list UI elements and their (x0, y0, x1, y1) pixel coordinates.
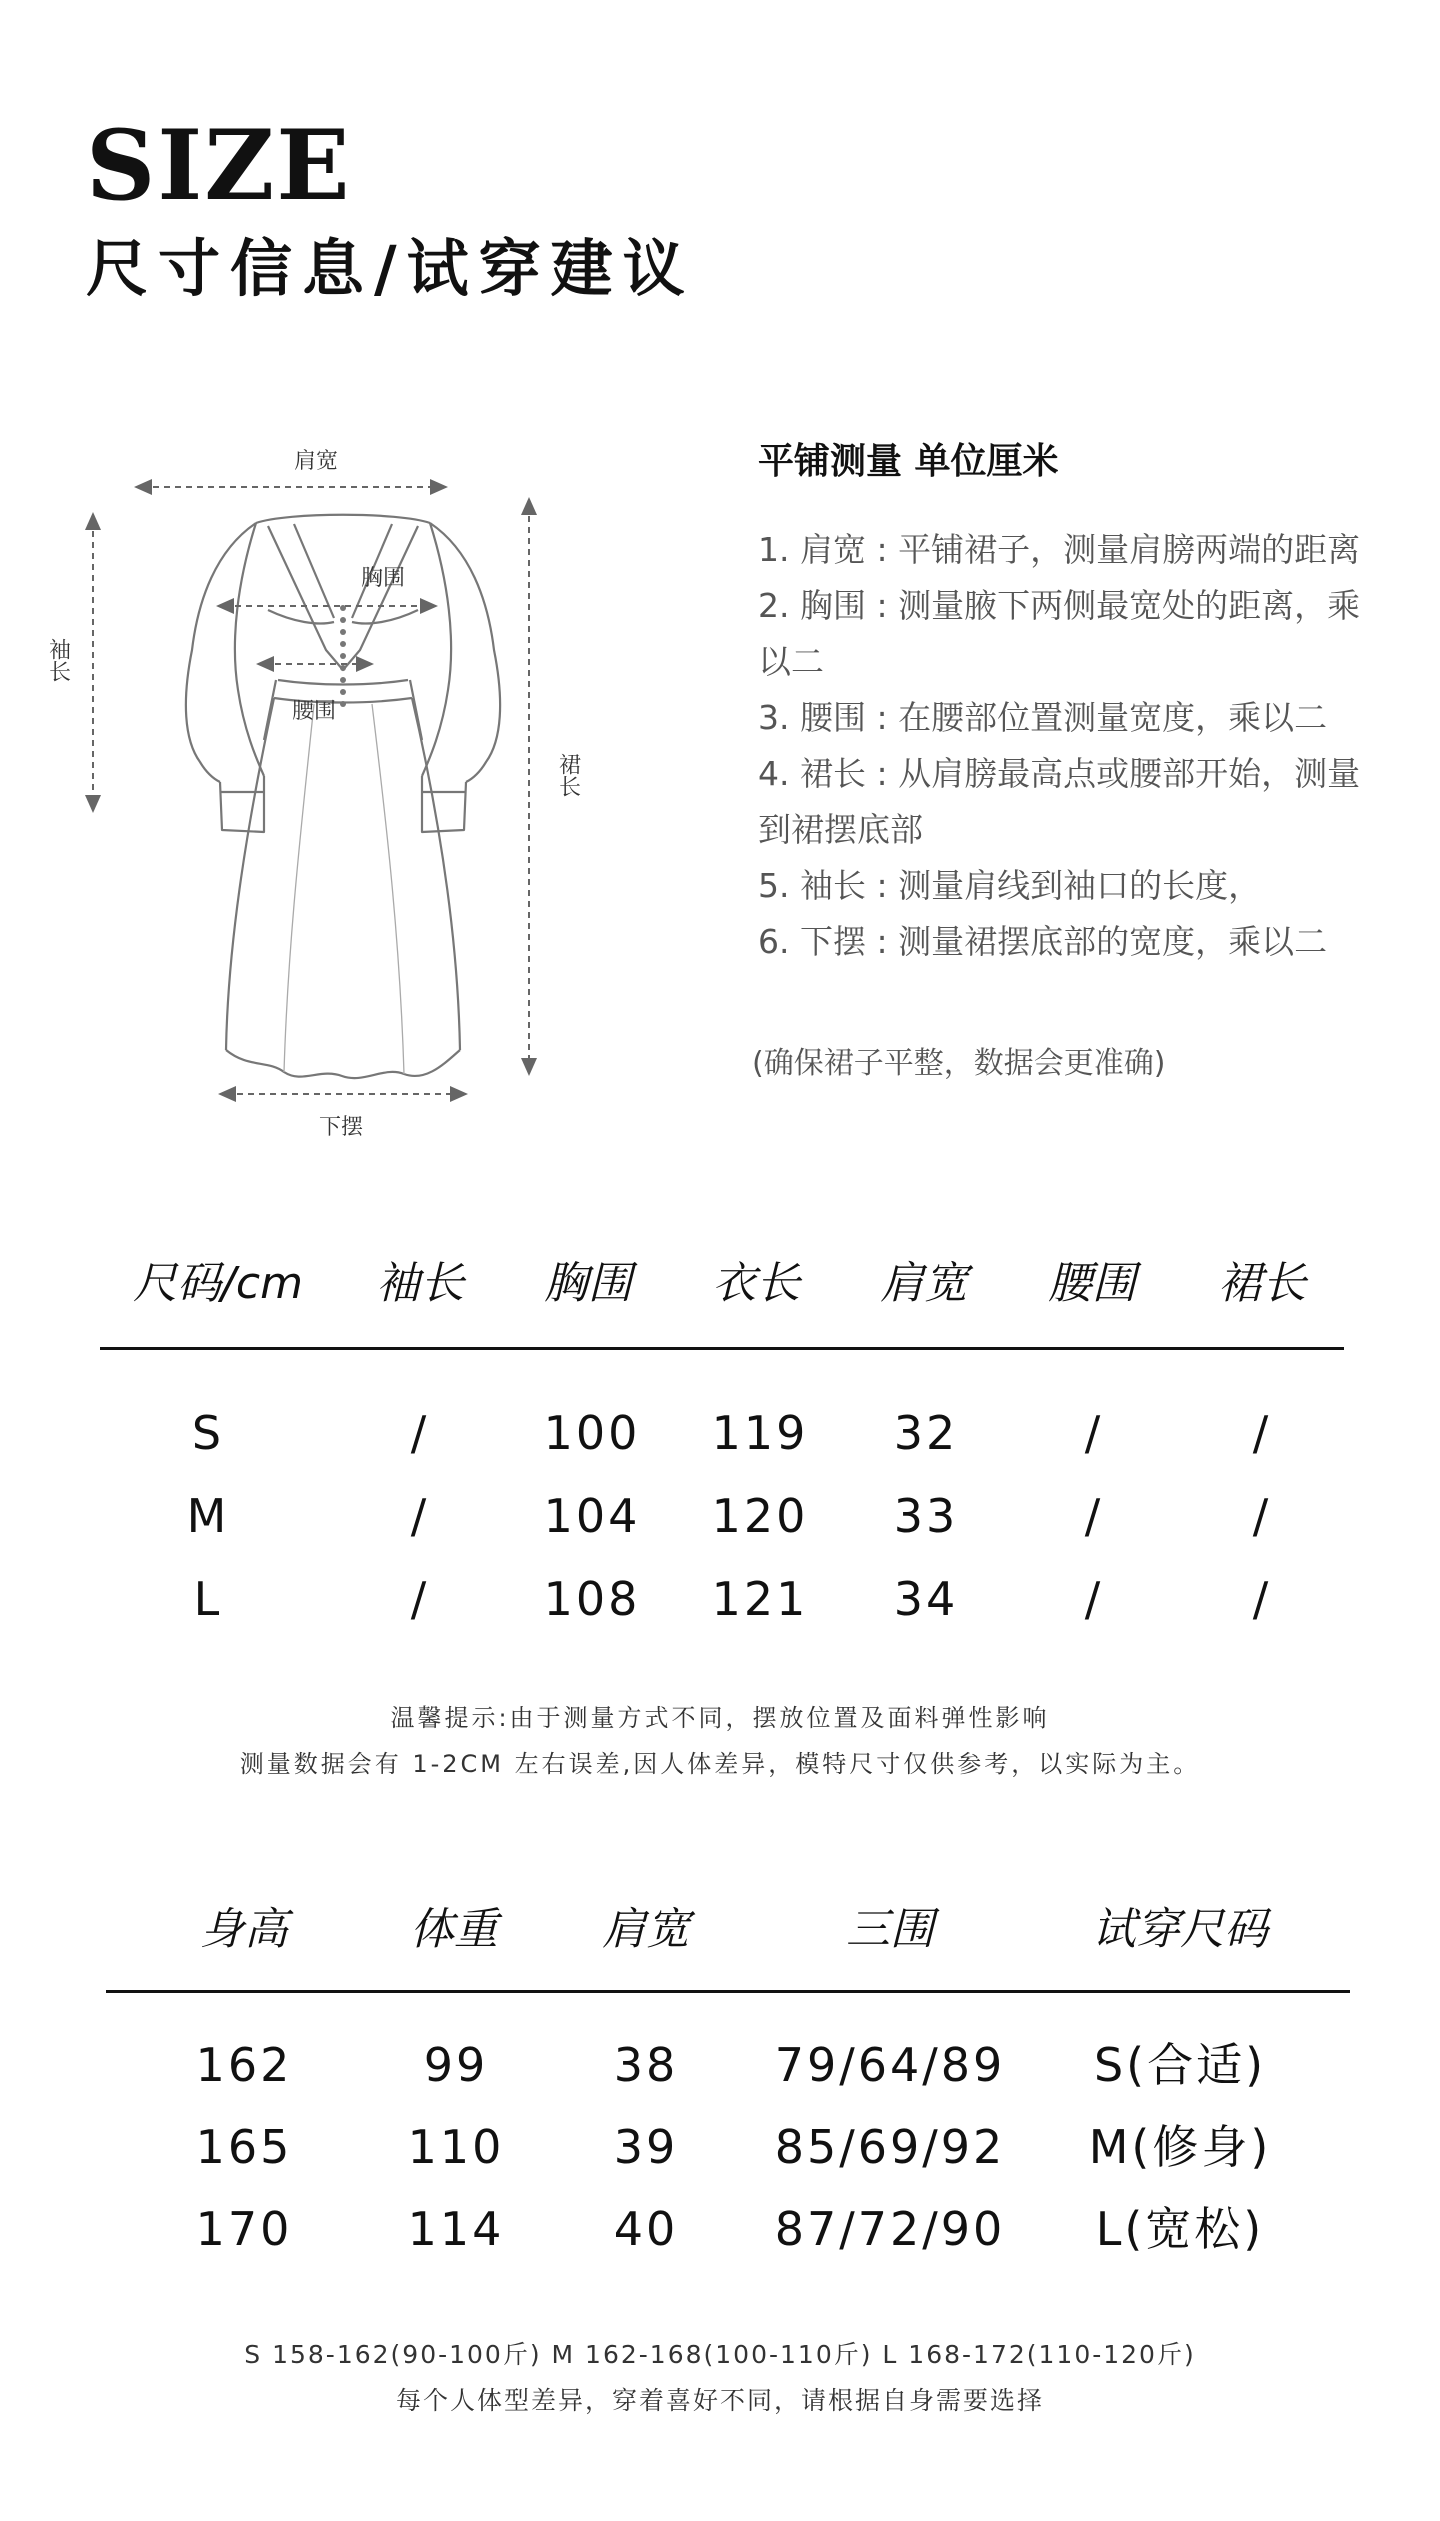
size-header-cell: 胸围 (544, 1258, 632, 1309)
size-cell: 104 (543, 1489, 641, 1543)
label-skirt: 裙长 (555, 753, 581, 797)
fit-cell: 39 (613, 2120, 679, 2174)
size-cell: / (1084, 1406, 1104, 1460)
size-header-cell: 肩宽 (880, 1258, 968, 1309)
fit-cell: 162 (195, 2038, 293, 2092)
fit-header-cell: 三围 (846, 1904, 934, 1955)
measurement-note: (确保裙子平整，数据会更准确) (752, 1046, 1166, 1081)
fit-cell: L(宽松) (1095, 2202, 1265, 2256)
fit-cell: 79/64/89 (774, 2038, 1006, 2092)
tip-line-2: 测量数据会有 1-2CM 左右误差,因人体差异，模特尺寸仅供参考，以实际为主。 (239, 1750, 1201, 1778)
reference-line-1: S 158-162(90-100斤) M 162-168(100-110斤) L 168-172(110-120斤) (244, 2340, 1196, 2369)
label-sleeve: 袖长 (45, 638, 71, 682)
fit-cell: M(修身) (1088, 2120, 1272, 2174)
size-cell: / (410, 1489, 430, 1543)
size-cell: / (1084, 1572, 1104, 1626)
measurement-item: 1. 肩宽 : 平铺裙子，测量肩膀两端的距离 (758, 530, 1361, 569)
fit-cell: 87/72/90 (774, 2202, 1006, 2256)
size-cell: 32 (893, 1406, 959, 1460)
fit-cell: S(合适) (1093, 2038, 1267, 2092)
size-header-cell: 衣长 (712, 1258, 800, 1309)
label-chest: 胸围 (360, 566, 406, 591)
fit-cell: 38 (613, 2038, 679, 2092)
measurement-item: 2. 胸围 : 测量腋下两侧最宽处的距离，乘以二 (758, 586, 1361, 681)
size-cell: / (410, 1572, 430, 1626)
size-cell: / (1252, 1406, 1272, 1460)
fit-header-cell: 体重 (410, 1904, 498, 1955)
label-shoulder: 肩宽 (293, 449, 339, 474)
size-cell: S (191, 1406, 225, 1460)
size-cell: L (193, 1572, 223, 1626)
size-cell: 120 (711, 1489, 809, 1543)
fit-cell: 165 (195, 2120, 293, 2174)
fit-header-cell: 试穿尺码 (1092, 1904, 1268, 1955)
size-cell: M (186, 1489, 230, 1543)
size-cell: / (1084, 1489, 1104, 1543)
tip-line-1: 温馨提示:由于测量方式不同，摆放位置及面料弹性影响 (390, 1704, 1050, 1732)
size-header-cell: 袖长 (376, 1258, 464, 1309)
fit-cell: 110 (407, 2120, 505, 2174)
size-cell: / (1252, 1572, 1272, 1626)
size-header-cell: 尺码/cm (133, 1258, 303, 1309)
reference-line-2: 每个人体型差异，穿着喜好不同，请根据自身需要选择 (395, 2386, 1044, 2415)
fit-cell: 40 (613, 2202, 679, 2256)
page-subtitle: 尺寸信息/试穿建议 (86, 232, 695, 305)
measurement-item: 3. 腰围 : 在腰部位置测量宽度，乘以二 (758, 698, 1328, 737)
size-header-cell: 裙长 (1218, 1258, 1306, 1309)
size-cell: 33 (893, 1489, 959, 1543)
label-waist: 腰围 (291, 699, 337, 724)
size-cell: / (410, 1406, 430, 1460)
size-cell: 100 (543, 1406, 641, 1460)
size-cell: 121 (711, 1572, 809, 1626)
size-heading: SIZE (86, 109, 352, 222)
fit-cell: 170 (195, 2202, 293, 2256)
fit-table-rule (106, 1990, 1350, 1993)
fit-cell: 99 (423, 2038, 489, 2092)
label-hem: 下摆 (318, 1115, 364, 1140)
size-cell: 108 (543, 1572, 641, 1626)
size-cell: 34 (893, 1572, 959, 1626)
fit-cell: 85/69/92 (774, 2120, 1006, 2174)
size-cell: 119 (711, 1406, 809, 1460)
fit-header-cell: 肩宽 (602, 1904, 690, 1955)
fit-header-cell: 身高 (200, 1904, 288, 1955)
measurement-item: 5. 袖长 : 测量肩线到袖口的长度， (758, 866, 1262, 905)
measurement-item: 6. 下摆 : 测量裙摆底部的宽度，乘以二 (758, 922, 1328, 961)
measurement-title: 平铺测量 单位厘米 (758, 441, 1059, 482)
measurement-item: 4. 裙长 : 从肩膀最高点或腰部开始，测量到裙摆底部 (758, 754, 1361, 849)
fit-cell: 114 (407, 2202, 505, 2256)
size-header-cell: 腰围 (1048, 1258, 1136, 1309)
size-cell: / (1252, 1489, 1272, 1543)
